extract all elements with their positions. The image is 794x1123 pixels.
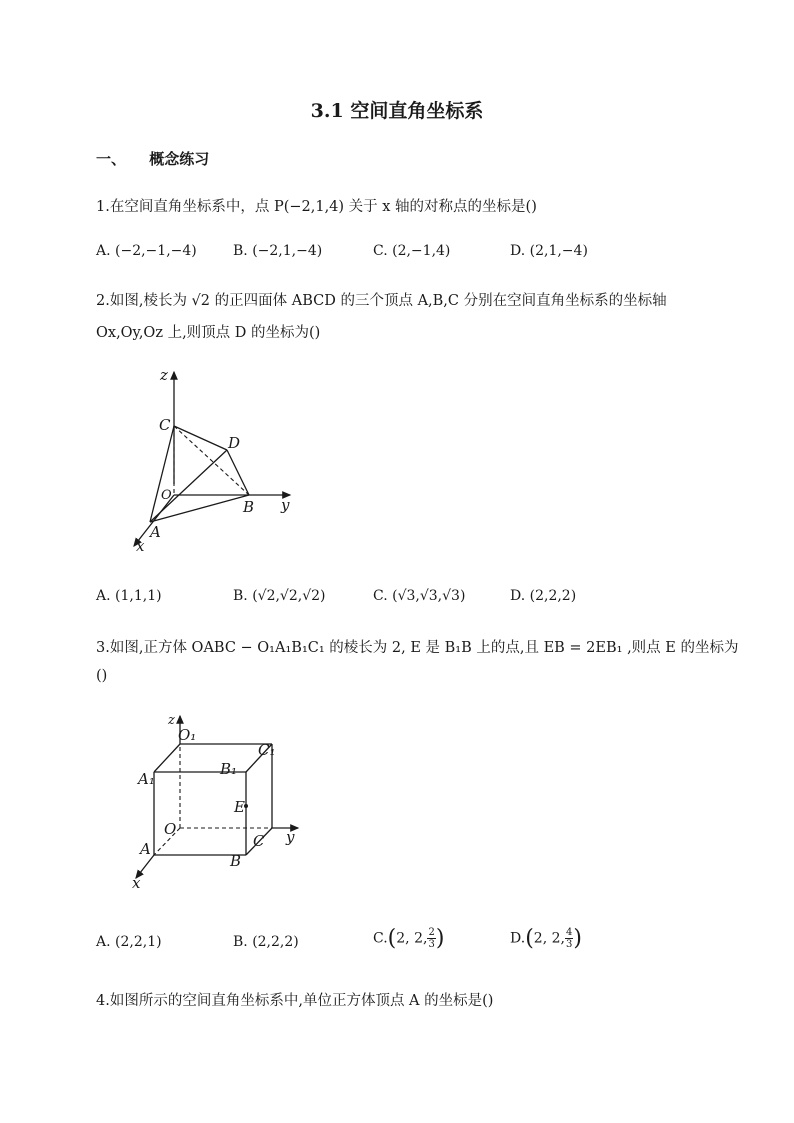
y-label: y <box>281 496 290 514</box>
question-2-line-2: Ox,Oy,Oz 上,则顶点 D 的坐标为() <box>96 325 321 341</box>
q3-option-c-numerator: 2 <box>428 927 435 938</box>
question-2-line-1: 2.如图,棱长为 √2 的正四面体 ABCD 的三个顶点 A,B,C 分别在空间直角坐标系的坐标轴 <box>96 293 667 309</box>
question-3-line-1: 3.如图,正方体 OABC − O₁A₁B₁C₁ 的棱长为 2, E 是 B₁B 上的点,且 EB = 2EB₁ ,则点 E 的坐标为 <box>96 640 739 656</box>
q3-option-c-prefix: C. <box>373 930 388 947</box>
edge-DB <box>227 450 249 495</box>
q2-option-b: B. (√2,√2,√2) <box>233 588 326 604</box>
q3-option-d-numerator: 4 <box>565 927 573 938</box>
q2-option-d: D. (2,2,2) <box>510 588 577 604</box>
q2-option-c: C. (√3,√3,√3) <box>373 588 466 604</box>
q1-option-d: D. (2,1,−4) <box>510 243 588 259</box>
cube-figure <box>128 708 308 892</box>
c-label: C <box>253 832 265 850</box>
q1-option-a: A. (−2,−1,−4) <box>96 243 197 259</box>
tetrahedron-figure <box>128 364 300 556</box>
section-label: 概念练习 <box>149 150 210 168</box>
z-label: z <box>160 366 168 384</box>
x-label: x <box>132 874 141 892</box>
q3-option-c-close-paren: ) <box>435 926 445 951</box>
a-label: A <box>140 840 151 858</box>
y-label: y <box>286 828 295 846</box>
question-3-line-2: () <box>96 668 108 684</box>
section-number: 一、 <box>96 150 127 168</box>
question-1-text: 1.在空间直角坐标系中，点 P(−2,1,4) 关于 x 轴的对称点的坐标是() <box>96 199 537 215</box>
q3-option-d-open-paren: ( <box>525 926 534 951</box>
edge-O1A1 <box>154 744 180 772</box>
o-label: O <box>161 488 172 503</box>
section-heading <box>96 148 209 169</box>
z-label: z <box>168 713 175 728</box>
q2-option-a: A. (1,1,1) <box>96 588 162 604</box>
b-label: B <box>230 852 242 870</box>
q3-option-d-close-paren: ) <box>573 926 582 951</box>
q3-option-c-common: 2, 2, <box>396 930 428 947</box>
e-label: E <box>234 798 245 816</box>
question-4-text: 4.如图所示的空间直角坐标系中,单位正方体顶点 A 的坐标是() <box>96 993 494 1009</box>
q3-option-d-common: 2, 2, <box>533 930 565 947</box>
d-label: D <box>228 434 241 452</box>
q3-option-d-prefix: D. <box>510 930 526 947</box>
edge-CD <box>174 426 227 450</box>
c-label: C <box>159 416 171 434</box>
edge-CA <box>150 426 174 522</box>
a1-label: A₁ <box>138 770 155 788</box>
page-title: 3.1 空间直角坐标系 <box>310 100 484 122</box>
q3-option-c <box>373 926 444 951</box>
q3-option-b: B. (2,2,2) <box>233 934 299 950</box>
a-label: A <box>150 523 161 541</box>
b-label: B <box>243 498 255 516</box>
q1-option-c: C. (2,−1,4) <box>373 243 451 259</box>
x-label: x <box>136 537 145 555</box>
q3-option-d-denominator: 3 <box>565 939 573 950</box>
q3-option-d <box>510 926 582 951</box>
q3-option-c-open-paren: ( <box>387 926 397 951</box>
o1-label: O₁ <box>178 726 197 744</box>
c1-label: C₁ <box>258 741 276 759</box>
q3-option-c-fraction <box>427 927 435 950</box>
b1-label: B₁ <box>220 760 238 778</box>
q1-option-b: B. (−2,1,−4) <box>233 243 323 259</box>
q3-option-c-denominator: 3 <box>428 939 435 950</box>
o-label: O <box>164 820 177 838</box>
q3-option-a: A. (2,2,1) <box>96 934 162 950</box>
